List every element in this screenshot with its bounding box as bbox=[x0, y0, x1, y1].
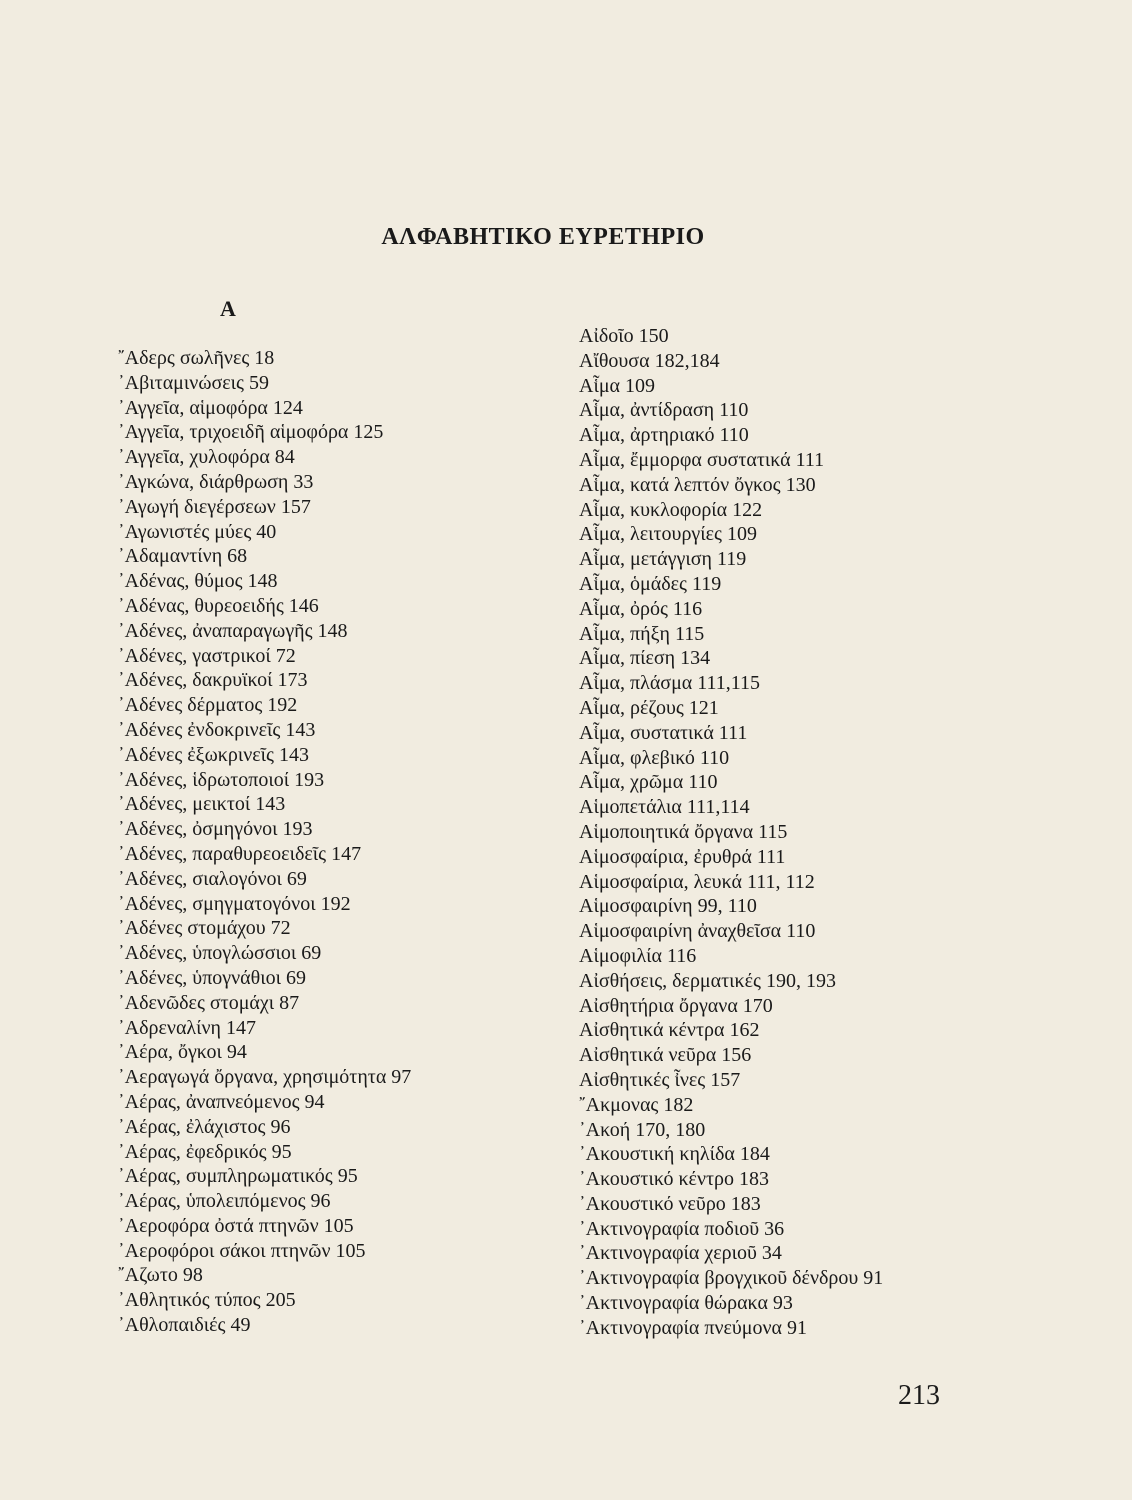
index-entry: Αἰδοῖο 150 bbox=[579, 325, 669, 347]
index-entry: ᾿Αδένες ἐνδοκρινεῖς 143 bbox=[118, 718, 316, 741]
index-entry: Αἰσθητικές ἶνες 157 bbox=[579, 1068, 741, 1091]
index-entry: ᾿Αδαμαντίνη 68 bbox=[118, 545, 248, 568]
index-entry: ᾿Ακτινογραφία χεριοῦ 34 bbox=[579, 1242, 782, 1265]
index-entry: Αἱμοπετάλια 111,114 bbox=[579, 796, 750, 819]
index-entry: Αἷμα, ὀρός 116 bbox=[579, 597, 703, 620]
index-entry: ᾿Αέρας, ὑπολειπόμενος 96 bbox=[118, 1190, 331, 1213]
index-entry: Αἰσθήσεις, δερματικές 190, 193 bbox=[579, 969, 836, 992]
index-entry: Αἴθουσα 182,184 bbox=[579, 349, 720, 372]
index-entry: ᾿Αδένες, παραθυρεοειδεῖς 147 bbox=[118, 842, 362, 865]
index-entry: Αἷμα, λειτουργίες 109 bbox=[579, 523, 757, 546]
index-entry: ᾿Αθλοπαιδιές 49 bbox=[118, 1314, 251, 1337]
index-entry: ᾿Ακουστικό νεῦρο 183 bbox=[579, 1192, 761, 1215]
index-entry: ᾿Ακτινογραφία πνεύμονα 91 bbox=[579, 1316, 808, 1339]
index-entry: ᾿Αδένες, γαστρικοί 72 bbox=[118, 644, 296, 667]
index-entry: ῎Ακμονας 182 bbox=[579, 1093, 694, 1116]
index-entry: ᾿Αθλητικός τύπος 205 bbox=[118, 1289, 296, 1312]
index-entry: Αἷμα, ἀρτηριακό 110 bbox=[579, 424, 749, 447]
index-entry: Αἷμα, ἀντίδραση 110 bbox=[579, 399, 749, 422]
index-entry: ᾿Ακτινογραφία βρογχικοῦ δένδρου 91 bbox=[579, 1267, 884, 1290]
index-entry: ᾿Αδένες δέρματος 192 bbox=[118, 694, 298, 717]
index-entry: ᾿Αδένες, ἀναπαραγωγῆς 148 bbox=[118, 619, 348, 642]
page-number: 213 bbox=[898, 1380, 940, 1411]
index-entry: Αἷμα, κυκλοφορία 122 bbox=[579, 498, 763, 521]
index-entry: ᾿Αδένες, ἱδρωτοποιοί 193 bbox=[118, 768, 325, 791]
index-entry: ῎Αζωτο 98 bbox=[118, 1264, 203, 1287]
index-entry: ᾿Ακτινογραφία θώρακα 93 bbox=[579, 1292, 793, 1315]
index-entry: ᾿Αδένες, σμηγματογόνοι 192 bbox=[118, 892, 351, 915]
index-entry: ᾿Αέρας, ἐλάχιστος 96 bbox=[118, 1115, 291, 1138]
index-entry: Αἱμοσφαίρια, λευκά 111, 112 bbox=[579, 870, 815, 893]
index-entry: ᾿Αέρα, ὄγκοι 94 bbox=[118, 1041, 247, 1064]
index-entry: ᾿Αγωγή διεγέρσεων 157 bbox=[118, 495, 311, 518]
index-entry: Αἱμοφιλία 116 bbox=[579, 944, 697, 967]
index-entry: ᾿Αεροφόρα ὀστά πτηνῶν 105 bbox=[118, 1214, 354, 1237]
index-entry: ῎Αδερς σωλῆνες 18 bbox=[118, 347, 275, 369]
index-entry: Αἰσθητικά κέντρα 162 bbox=[579, 1019, 760, 1042]
index-entry: Αἷμα, πήξη 115 bbox=[579, 622, 705, 645]
index-column-right bbox=[579, 324, 883, 1341]
index-entry: ᾿Αδένες, ὀσμηγόνοι 193 bbox=[118, 818, 313, 841]
index-entry: Αἰσθητήρια ὄργανα 170 bbox=[579, 994, 773, 1017]
index-entry: ᾿Αβιταμινώσεις 59 bbox=[118, 371, 269, 394]
index-entry: Αἷμα, φλεβικό 110 bbox=[579, 746, 730, 769]
index-entry: ᾿Αγκώνα, διάρθρωση 33 bbox=[118, 470, 314, 493]
index-entry: ᾿Αδένας, θύμος 148 bbox=[118, 570, 278, 593]
index-entry: ᾿Ακουστική κηλίδα 184 bbox=[579, 1143, 770, 1166]
index-entry: Αἷμα, ρέζους 121 bbox=[579, 696, 719, 719]
index-entry: Αἷμα, ὁμάδες 119 bbox=[579, 572, 722, 595]
index-entry: ᾿Αδένες, ὑπογνάθιοι 69 bbox=[118, 966, 306, 989]
index-entry: ᾿Αέρας, ἀναπνεόμενος 94 bbox=[118, 1090, 325, 1113]
index-entry: Αἷμα 109 bbox=[579, 374, 656, 397]
index-entry: ᾿Αδένες, ὑπογλώσσιοι 69 bbox=[118, 942, 322, 965]
index-entry: ᾿Αεροφόροι σάκοι πτηνῶν 105 bbox=[118, 1239, 366, 1262]
index-entry: Αἷμα, ἔμμορφα συστατικά 111 bbox=[579, 448, 825, 471]
index-entry: Αἷμα, χρῶμα 110 bbox=[579, 771, 718, 794]
section-letter: Α bbox=[220, 296, 236, 321]
index-entry: Αἷμα, πίεση 134 bbox=[579, 647, 711, 670]
index-entry: ᾿Αέρας, συμπληρωματικός 95 bbox=[118, 1165, 358, 1188]
page-title: ΑΛΦΑΒΗΤΙΚΟ ΕΥΡΕΤΗΡΙΟ bbox=[381, 224, 705, 250]
index-entry: ᾿Αδένας, θυρεοειδής 146 bbox=[118, 594, 319, 617]
index-entry: Αἱμοσφαίρια, ἐρυθρά 111 bbox=[579, 845, 786, 868]
index-entry: ᾿Αδένες, μεικτοί 143 bbox=[118, 793, 286, 816]
index-entry: ᾿Αδένες, σιαλογόνοι 69 bbox=[118, 867, 307, 890]
index-entry: ᾿Αεραγωγά ὄργανα, χρησιμότητα 97 bbox=[118, 1066, 412, 1089]
index-entry: ᾿Ακοή 170, 180 bbox=[579, 1118, 706, 1141]
index-entry: ᾿Αγγεῖα, τριχοειδῆ αἱμοφόρα 125 bbox=[118, 421, 384, 444]
index-entry: ᾿Αδένες ἐξωκρινεῖς 143 bbox=[118, 743, 309, 766]
index-entry: Αἱμοσφαιρίνη ἀναχθεῖσα 110 bbox=[579, 920, 816, 943]
index-entry: ᾿Αγγεῖα, αἱμοφόρα 124 bbox=[118, 396, 303, 419]
index-entry: ᾿Ακουστικό κέντρο 183 bbox=[579, 1168, 770, 1191]
index-entry: Αἱμοποιητικά ὄργανα 115 bbox=[579, 820, 788, 843]
index-entry: ᾿Αγωνιστές μύες 40 bbox=[118, 520, 277, 543]
index-entry: Αἷμα, μετάγγιση 119 bbox=[579, 548, 747, 571]
index-entry: Αἷμα, κατά λεπτόν ὄγκος 130 bbox=[579, 473, 816, 496]
index-entry: ᾿Αδένες στομάχου 72 bbox=[118, 917, 291, 940]
index-entry: Αἷμα, πλάσμα 111,115 bbox=[579, 672, 761, 695]
index-entry: ᾿Ακτινογραφία ποδιοῦ 36 bbox=[579, 1217, 785, 1240]
index-entry: ᾿Αδρεναλίνη 147 bbox=[118, 1016, 257, 1039]
index-entry: ᾿Αδένες, δακρυϊκοί 173 bbox=[118, 669, 308, 692]
index-entry: ᾿Αέρας, ἐφεδρικός 95 bbox=[118, 1140, 292, 1163]
index-entry: ᾿Αδενῶδες στομάχι 87 bbox=[118, 991, 300, 1014]
index-column-left bbox=[118, 346, 411, 1338]
index-entry: Αἷμα, συστατικά 111 bbox=[579, 721, 748, 744]
index-entry: ᾿Αγγεῖα, χυλοφόρα 84 bbox=[118, 446, 295, 469]
index-entry: Αἱμοσφαιρίνη 99, 110 bbox=[579, 895, 757, 918]
index-entry: Αἰσθητικά νεῦρα 156 bbox=[579, 1044, 752, 1067]
